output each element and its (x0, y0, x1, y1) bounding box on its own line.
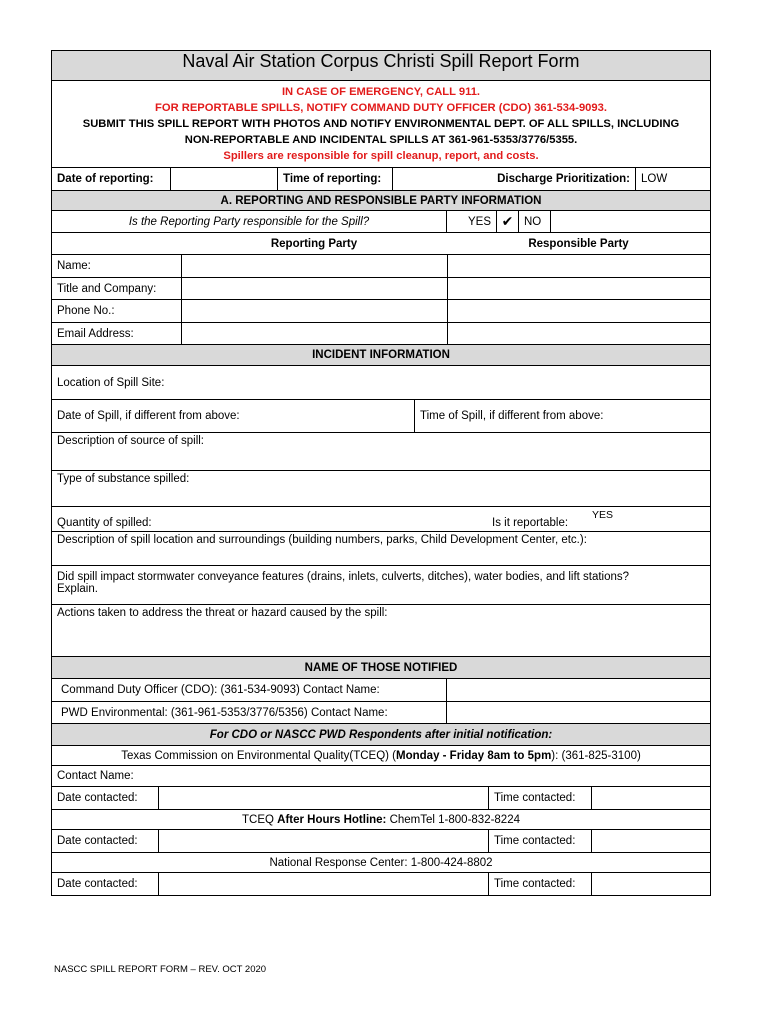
yes-label: YES (446, 211, 496, 232)
hotline-row (52, 809, 710, 829)
responsible-party-email-input[interactable] (447, 323, 710, 344)
notified-title: NAME OF THOSE NOTIFIED (304, 661, 458, 674)
nrc-time-contacted-input[interactable] (591, 873, 710, 895)
party-row-label: Name: (57, 260, 91, 272)
spill-datetime-row (52, 399, 710, 432)
form-title-row (52, 51, 710, 80)
incident-header (52, 344, 710, 365)
party-row-label: Title and Company: (57, 282, 157, 295)
quantity-spilled-field[interactable]: Quantity of spilled: (57, 517, 152, 529)
actions-row (52, 604, 710, 656)
section-a-header (52, 190, 710, 210)
hotline-phone: ChemTel 1-800-832-8224 (386, 813, 520, 826)
tceq-hours: Monday - Friday 8am to 5pm (396, 749, 552, 762)
time-of-spill-field[interactable]: Time of Spill, if different from above: (414, 400, 710, 432)
tceq-text: Texas Commission on Environmental Quality(TCEQ) ( (121, 749, 397, 762)
actions-taken-field[interactable]: Actions taken to address the threat or hazard caused by the spill: (57, 607, 388, 619)
is-reportable-label: Is it reportable: (492, 517, 569, 529)
responsible-question-row (52, 210, 710, 232)
responsible-party-name-input[interactable] (447, 255, 710, 277)
reporting-party-email-input[interactable] (181, 323, 447, 344)
date-of-spill-field[interactable]: Date of Spill, if different from above: (57, 410, 240, 422)
form-footer: NASCC SPILL REPORT FORM – REV. OCT 2020 (54, 964, 267, 975)
submit-notice-line2: NON-REPORTABLE AND INCIDENTAL SPILLS AT 361-961-5353/3776/5355. (184, 134, 578, 146)
time-contacted-label: Time contacted: (488, 830, 591, 852)
notice-block (52, 80, 710, 167)
hotline-time-contacted-input[interactable] (591, 830, 710, 852)
party-row-label: Phone No.: (57, 305, 115, 317)
source-of-spill-field[interactable]: Description of source of spill: (57, 435, 205, 447)
party-row-title (52, 277, 710, 299)
stormwater-question: Did spill impact stormwater conveyance features (drains, inlets, culverts, ditches), water bodies, and lift stations? (57, 571, 630, 583)
date-contacted-label: Date contacted: (57, 792, 138, 804)
no-label: NO (518, 211, 550, 232)
incident-title: INCIDENT INFORMATION (312, 349, 450, 361)
responsible-party-title-input[interactable] (447, 278, 710, 299)
hotline-date-contacted-input[interactable] (158, 830, 488, 852)
reportable-notice: FOR REPORTABLE SPILLS, NOTIFY COMMAND DUTY OFFICER (CDO) 361-534-9093. (155, 102, 607, 114)
substance-row (52, 470, 710, 506)
tceq-row (52, 745, 710, 765)
location-of-spill-field[interactable]: Location of Spill Site: (57, 376, 165, 389)
hotline-prefix: TCEQ (242, 813, 278, 826)
reporting-party-phone-input[interactable] (181, 300, 447, 322)
tceq-time-contacted-input[interactable] (591, 787, 710, 809)
tceq-contact-row (52, 765, 710, 786)
nrc-date-contacted-input[interactable] (158, 873, 488, 895)
time-contacted-label: Time contacted: (488, 787, 591, 809)
responsible-question: Is the Reporting Party responsible for the Spill? (128, 215, 370, 228)
discharge-prioritization-value[interactable]: LOW (635, 168, 710, 190)
tceq-date-row (52, 786, 710, 809)
pwd-contact-input[interactable] (446, 702, 710, 723)
notified-header (52, 656, 710, 678)
party-row-email (52, 322, 710, 344)
date-contacted-label: Date contacted: (57, 878, 138, 890)
date-of-reporting-label: Date of reporting: (57, 173, 154, 185)
source-row (52, 432, 710, 470)
party-row-phone (52, 299, 710, 322)
cdo-contact-label: Command Duty Officer (CDO): (361-534-9093) Contact Name: (61, 684, 380, 696)
yes-checkbox[interactable]: ✔ (496, 211, 518, 232)
pwd-row (52, 701, 710, 723)
substance-spilled-field[interactable]: Type of substance spilled: (57, 473, 190, 485)
quantity-row (52, 506, 710, 531)
reporting-party-header: Reporting Party (270, 237, 358, 250)
cdo-row (52, 678, 710, 701)
reporting-party-title-input[interactable] (181, 278, 447, 299)
no-checkbox[interactable] (550, 211, 574, 232)
tceq-phone: ): (361-825-3100) (551, 749, 641, 762)
stormwater-explain: Explain. (57, 583, 98, 595)
party-row-name (52, 254, 710, 277)
time-contacted-label: Time contacted: (488, 873, 591, 895)
responsible-party-header: Responsible Party (528, 237, 629, 250)
party-header-row (52, 232, 710, 254)
cdo-contact-input[interactable] (446, 679, 710, 701)
time-of-reporting-input[interactable] (392, 168, 489, 190)
tceq-date-contacted-input[interactable] (158, 787, 488, 809)
stormwater-impact-field[interactable] (52, 566, 710, 604)
spill-report-form (51, 50, 711, 896)
submit-notice-line1: SUBMIT THIS SPILL REPORT WITH PHOTOS AND NOTIFY ENVIRONMENTAL DEPT. OF ALL SPILLS, INCLUDING (82, 118, 680, 130)
time-of-reporting-label: Time of reporting: (277, 168, 392, 190)
discharge-prioritization-label: Discharge Prioritization: (497, 173, 630, 185)
party-row-label: Email Address: (57, 327, 134, 340)
hotline-label: After Hours Hotline: (277, 813, 387, 826)
nrc-date-row (52, 872, 710, 895)
date-contacted-label: Date contacted: (57, 835, 138, 847)
date-of-reporting-input[interactable] (170, 168, 277, 190)
is-reportable-value[interactable]: YES (592, 509, 614, 521)
respondents-title: For CDO or NASCC PWD Respondents after initial notification: (209, 728, 553, 741)
section-a-title: A. REPORTING AND RESPONSIBLE PARTY INFORMATION (220, 194, 542, 207)
tceq-contact-name-field[interactable]: Contact Name: (57, 770, 134, 782)
responsible-party-phone-input[interactable] (447, 300, 710, 322)
respondents-header (52, 723, 710, 745)
hotline-date-row (52, 829, 710, 852)
nrc-row (52, 852, 710, 872)
stormwater-row (52, 565, 710, 604)
pwd-contact-label: PWD Environmental: (361-961-5353/3776/5356) Contact Name: (61, 706, 388, 719)
surroundings-row (52, 531, 710, 565)
hotline-line (242, 814, 520, 826)
reporting-party-name-input[interactable] (181, 255, 447, 277)
nrc-line: National Response Center: 1-800-424-8802 (269, 856, 493, 869)
form-title: Naval Air Station Corpus Christi Spill Report Form (182, 51, 580, 71)
responsible-notice: Spillers are responsible for spill cleanup, report, and costs. (223, 150, 539, 162)
emergency-notice: IN CASE OF EMERGENCY, CALL 911. (281, 86, 481, 98)
location-row (52, 365, 710, 399)
tceq-line (121, 750, 641, 762)
surroundings-description-field[interactable]: Description of spill location and surroundings (building numbers, parks, Child Development Center, etc.): (57, 534, 587, 546)
reporting-row (52, 167, 710, 190)
